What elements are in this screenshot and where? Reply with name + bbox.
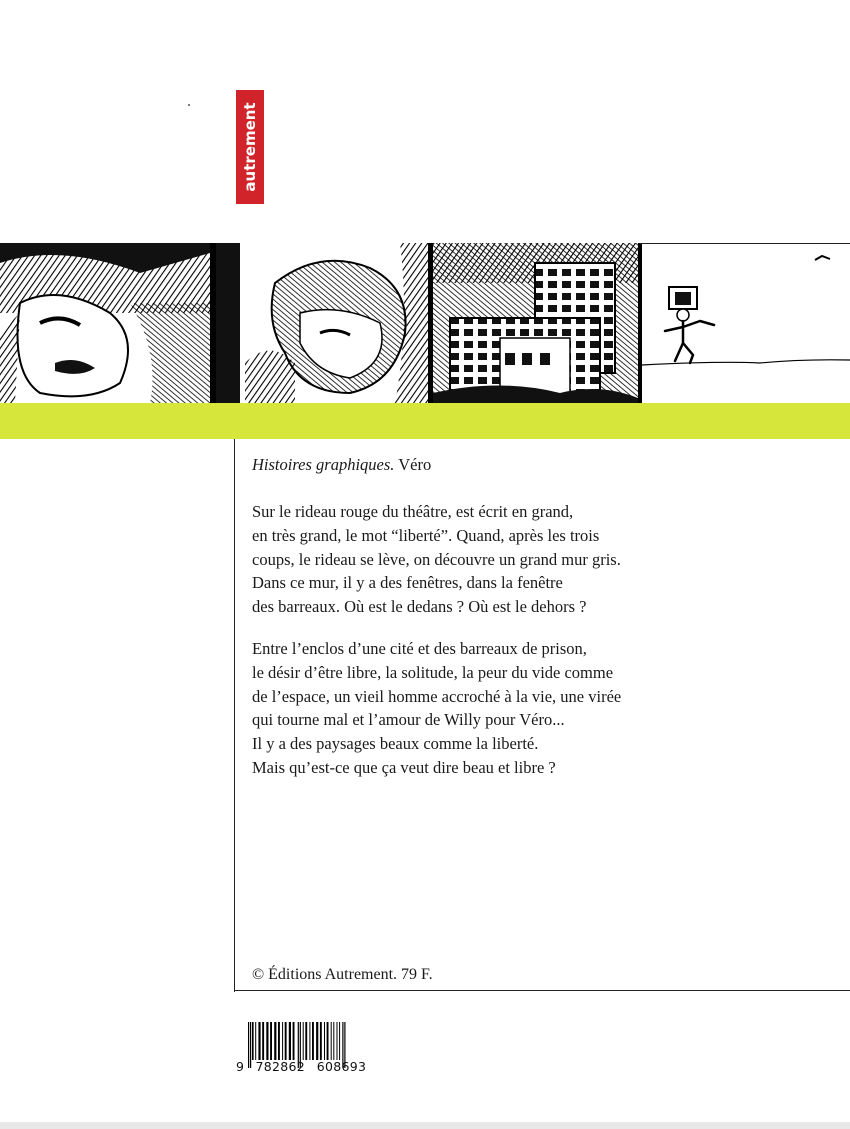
barcode-bar [320,1022,322,1060]
barcode-bar [316,1022,318,1060]
text-line: des barreaux. Où est le dedans ? Où est le dehors ? [252,597,587,617]
text-line: coups, le rideau se lève, on découvre un grand mur gris. [252,549,621,569]
barcode-bar [339,1022,340,1060]
blurb-paragraph-1 [252,500,692,619]
page-bottom-edge [0,1122,850,1129]
barcode-bar [305,1022,307,1060]
publisher-logo-text: autrement [241,102,259,192]
isbn-right-group: 608693 [316,1059,367,1074]
barcode-bar [324,1022,325,1060]
barcode-bar [312,1022,314,1060]
barcode-bar [293,1022,295,1060]
text-line: Mais qu’est-ce que ça veut dire beau et libre ? [252,757,556,777]
author-name: Véro [398,455,432,474]
text-line: Dans ce mur, il y a des fenêtres, dans la fenêtre [252,573,563,593]
barcode-bar [289,1022,291,1060]
isbn-number [236,1059,376,1074]
barcode-bar [252,1022,254,1060]
barcode-bar [309,1022,310,1060]
text-line: Il y a des paysages beaux comme la liberté. [252,734,539,754]
dust-speck [188,104,190,106]
text-line: qui tourne mal et l’amour de Willy pour Véro... [252,710,565,730]
barcode-bar [266,1022,268,1060]
text-line: le désir d’être libre, la solitude, la peur du vide comme [252,662,614,682]
panel-city-buildings [433,243,638,403]
barcode-bar [255,1022,256,1060]
text-line: Sur le rideau rouge du théâtre, est écrit en grand, [252,502,574,521]
text-frame-bottom-rule [234,990,850,991]
barcode-bar [278,1022,280,1060]
barcode-bar [262,1022,264,1060]
strip-top-line [640,243,850,244]
text-line: en très grand, le mot “liberté”. Quand, après les trois [252,525,600,545]
barcode-bar [303,1022,304,1060]
text-frame-left-rule [234,439,235,992]
series-title: Histoires graphiques. [252,455,395,474]
barcode-bar [258,1022,260,1060]
barcode-bar [337,1022,338,1060]
isbn-lead-digit: 9 [236,1059,245,1074]
barcode-bar [274,1022,276,1060]
isbn-left-group: 782862 [255,1059,306,1074]
green-band [0,403,850,439]
panel-two-figures [216,243,428,403]
barcode-bar [327,1022,329,1060]
barcode-bar [285,1022,287,1060]
barcode-bar [331,1022,332,1060]
book-title-line [252,455,431,475]
blurb-paragraph-2 [252,637,692,780]
copyright-price: © Éditions Autrement. 79 F. [252,966,433,983]
text-line: Entre l’enclos d’une cité et des barreaux de prison, [252,639,587,658]
barcode-bar [270,1022,272,1060]
text-line: de l’espace, un vieil homme accroché à la vie, une virée [252,686,622,706]
publisher-logo [236,90,264,204]
comic-strip-illustration [0,243,850,403]
barcode-bar [282,1022,283,1060]
panel-face-closeup [0,243,210,403]
panel-leaping-figure [642,243,850,403]
barcode-bar [333,1022,334,1060]
